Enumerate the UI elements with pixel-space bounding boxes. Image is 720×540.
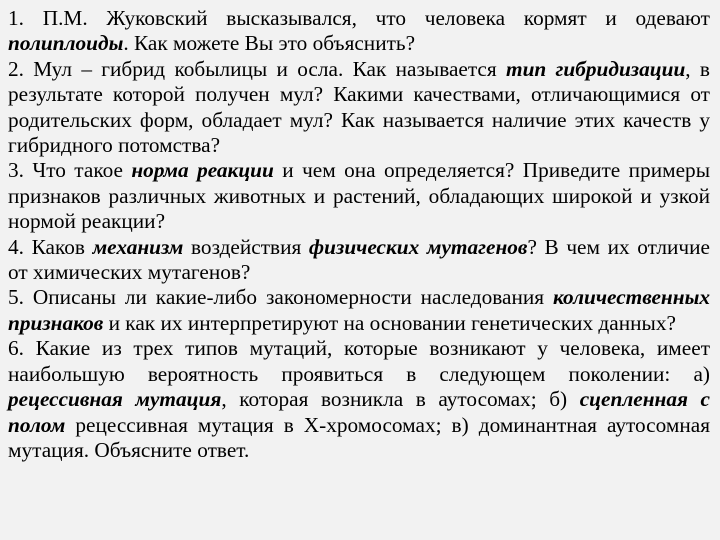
key-term: механизм xyxy=(92,234,184,259)
question-2 xyxy=(8,57,710,159)
key-term: количественных признаков xyxy=(8,285,710,335)
question-text: , в результате которой получен мул? Какими качествами, отличающимися от родительских форм, обладает мул? Как называется наличие этих качеств у гибридного потомства? xyxy=(8,56,710,158)
key-term: тип гибридизации xyxy=(506,56,686,81)
question-5 xyxy=(8,285,710,336)
question-text: 4. Каков xyxy=(8,234,93,259)
key-term: полиплоиды xyxy=(8,31,124,56)
question-3 xyxy=(8,158,710,234)
question-text: 5. Описаны ли какие-либо закономерности наследования xyxy=(8,285,553,310)
key-term: физических мутагенов xyxy=(308,234,528,259)
document-text xyxy=(8,6,710,463)
question-text: , которая возникла в аутосомах; б) xyxy=(221,387,580,412)
question-6 xyxy=(8,336,710,463)
question-text: и как их интерпретируют на основании генетических данных? xyxy=(103,310,676,335)
question-text: и чем она определяется? Приведите примеры признаков различных животных и растений, обладающих широкой и узкой нормой реакции? xyxy=(8,158,711,234)
question-text: ? В чем их отличие от химических мутагенов? xyxy=(8,234,710,285)
question-text: 3. Что такое xyxy=(8,158,132,183)
question-text: воздействия xyxy=(183,234,309,259)
question-text: 6. Какие из трех типов мутаций, которые возникают у человека, имеет наибольшую вероятность проявиться в следующем поколении: а) xyxy=(8,336,710,386)
question-1 xyxy=(8,6,710,57)
key-term: норма реакции xyxy=(131,158,274,183)
question-text: 1. П.М. Жуковский высказывался, что человека кормят и одевают xyxy=(8,6,710,30)
question-text: 2. Мул – гибрид кобылицы и осла. Как называется xyxy=(8,56,506,81)
key-term: сцепленная с полом xyxy=(8,387,710,437)
question-text: рецессивная мутация в Х-хромосомах; в) доминантная аутосомная мутация. Объясните ответ. xyxy=(8,412,710,462)
question-4 xyxy=(8,235,710,286)
key-term: рецессивная мутация xyxy=(8,387,222,412)
question-text: . Как можете Вы это объяснить? xyxy=(123,31,416,56)
